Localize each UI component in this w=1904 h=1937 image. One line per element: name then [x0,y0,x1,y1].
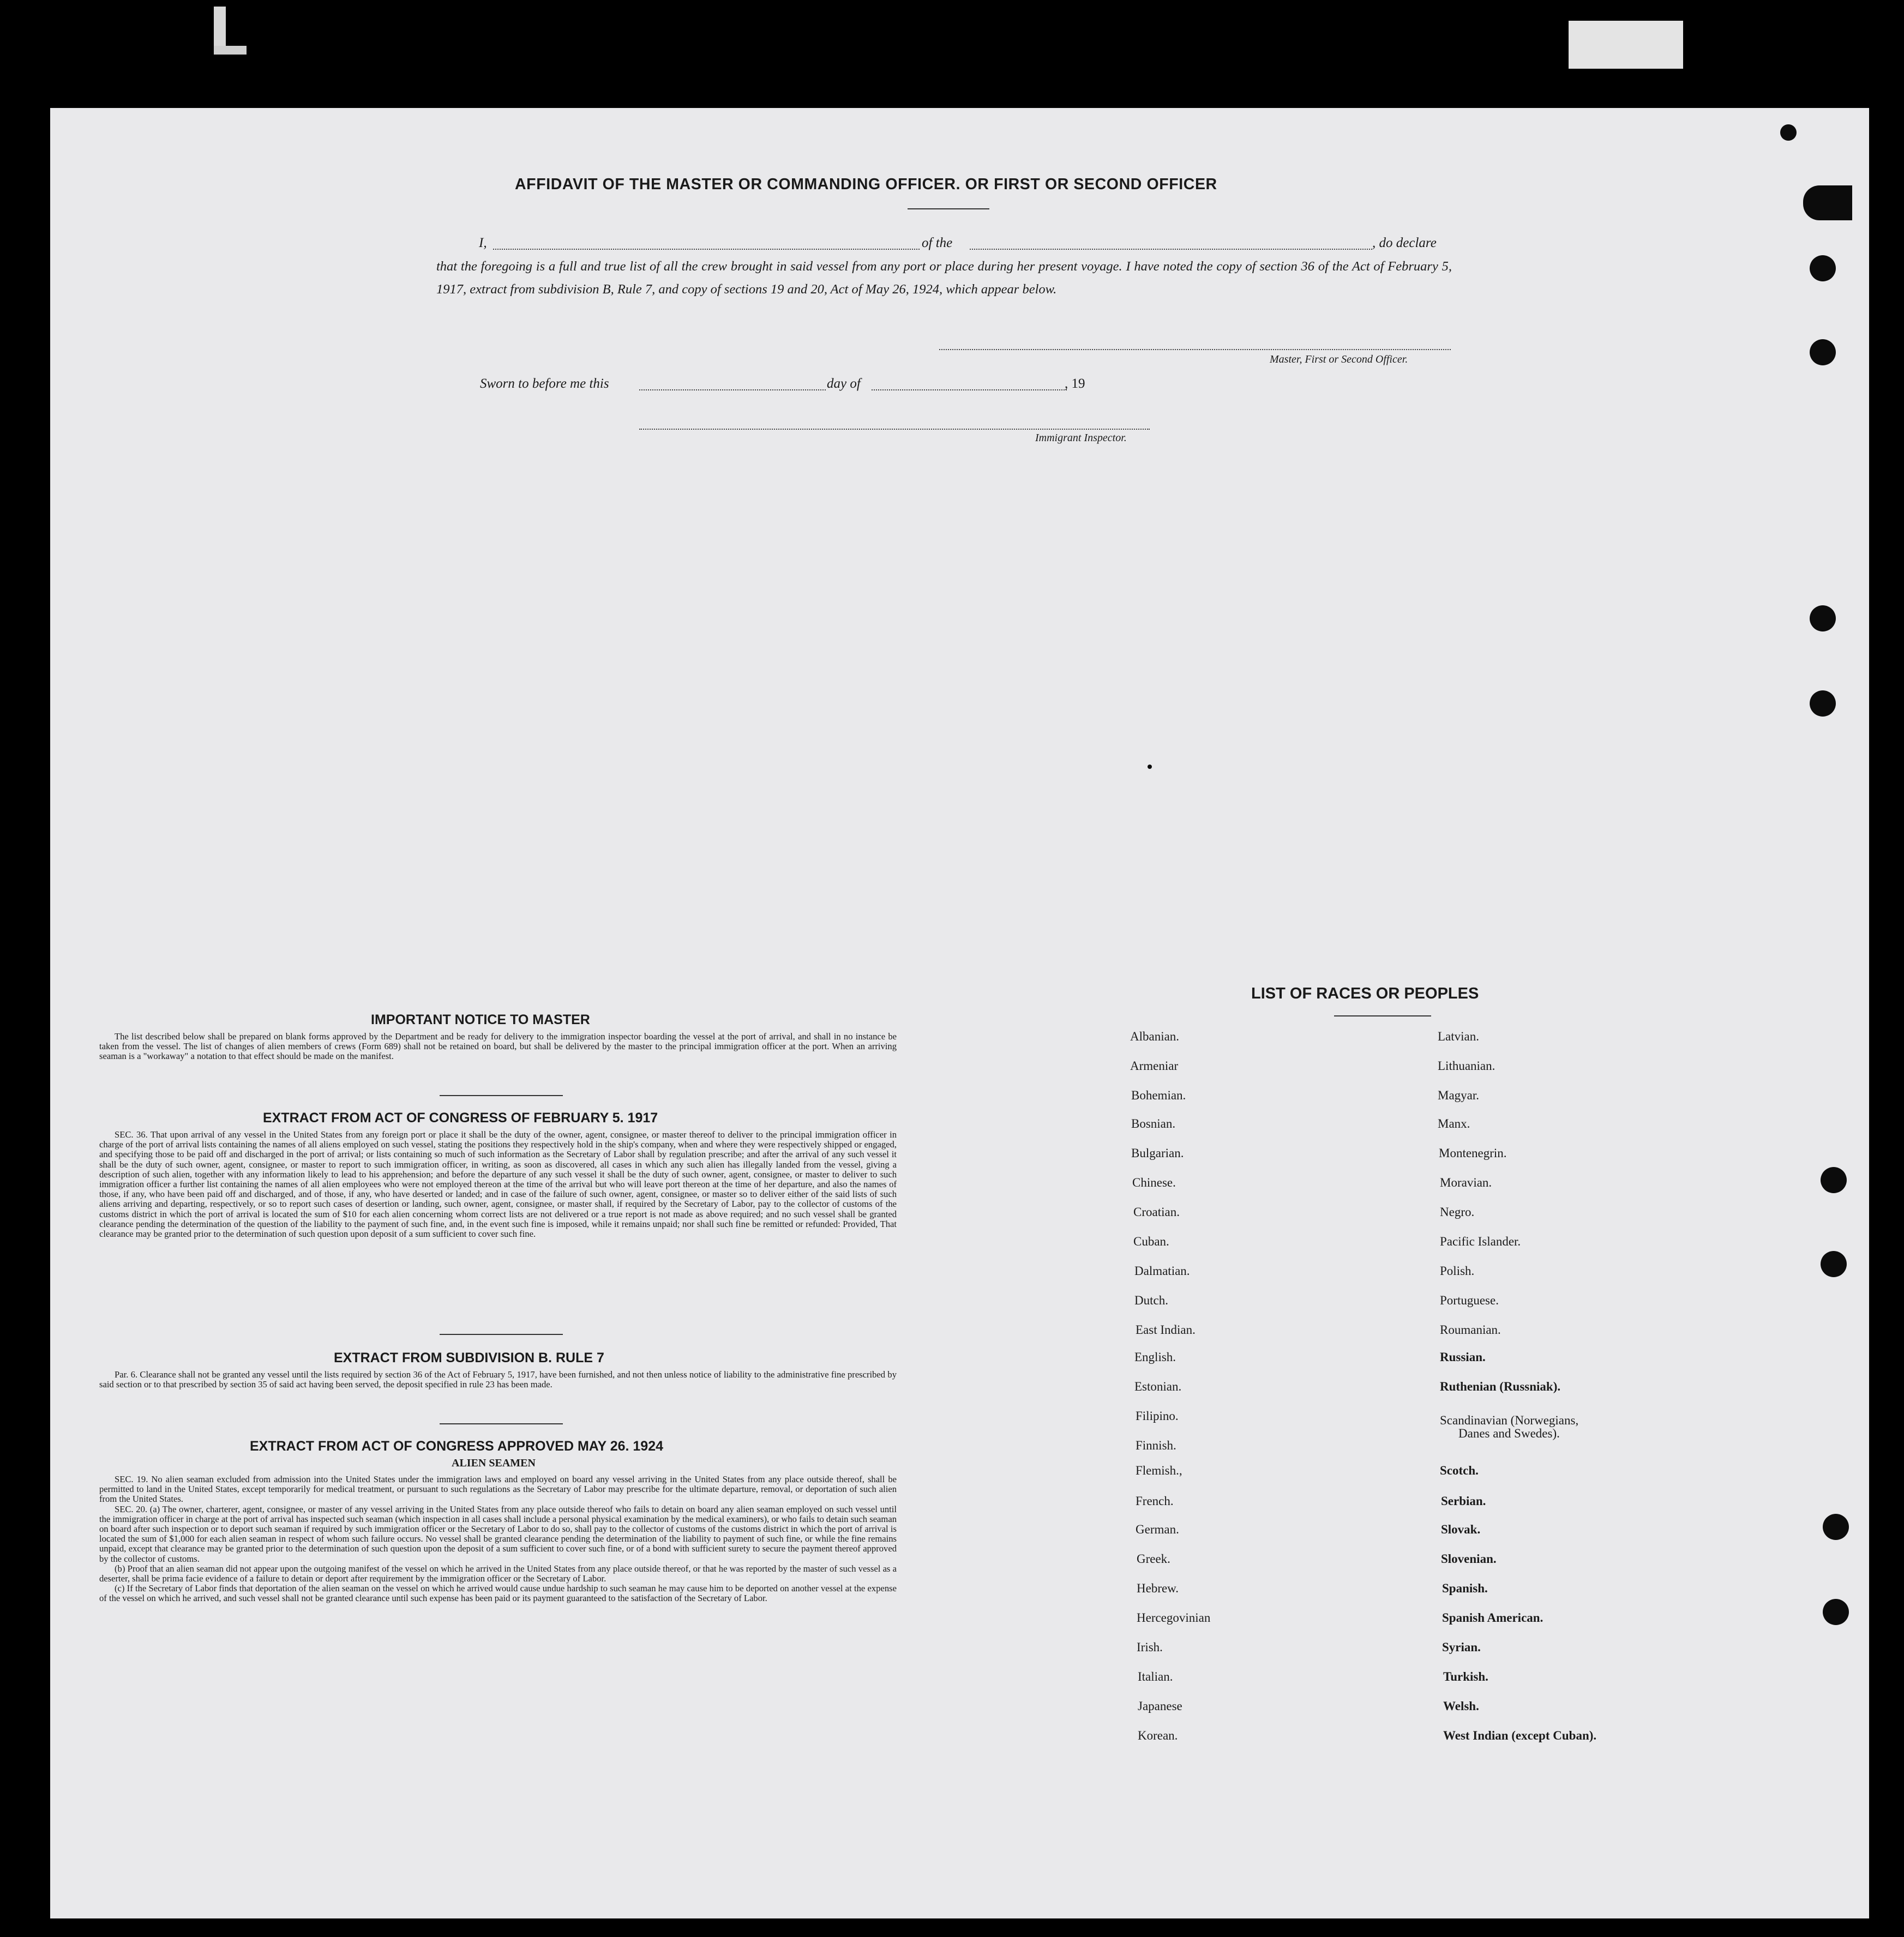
race-item: Bohemian. [1131,1088,1186,1102]
binder-clip-mark [1803,185,1852,220]
race-item: Croatian. [1133,1205,1180,1219]
race-item: East Indian. [1136,1323,1196,1337]
affidavit-of-the: of the [922,236,953,250]
race-item: Scotch. [1440,1464,1479,1477]
punch-hole-icon [1810,255,1836,281]
race-item: Dutch. [1134,1294,1168,1307]
race-item: Lithuanian. [1438,1059,1495,1073]
punch-hole-icon [1810,605,1836,631]
race-item: Italian. [1138,1670,1173,1683]
vessel-blank[interactable] [970,249,1372,250]
punch-hole-icon [1821,1167,1847,1193]
race-item: Danes and Swedes). [1458,1427,1560,1440]
punch-hole-icon [1780,124,1797,141]
race-item: Magyar. [1438,1088,1480,1102]
race-item: Polish. [1440,1264,1475,1278]
race-item: Welsh. [1443,1699,1479,1713]
notice-title: IMPORTANT NOTICE TO MASTER [371,1012,590,1027]
race-item: Finnish. [1136,1439,1176,1452]
form-sheet [50,108,1896,1918]
race-item: Hebrew. [1137,1581,1179,1595]
speck [1148,765,1152,769]
race-item: Armeniar [1130,1059,1179,1073]
sworn-year: , 19 [1065,376,1085,391]
race-item: Flemish., [1136,1464,1182,1477]
race-item: Moravian. [1440,1176,1492,1189]
race-item: Latvian. [1438,1030,1479,1043]
affidavit-declare: , do declare [1372,236,1437,250]
inspector-caption: Immigrant Inspector. [1035,432,1127,444]
race-item: Pacific Islander. [1440,1235,1521,1248]
race-item: Estonian. [1134,1380,1182,1393]
sworn-day-blank[interactable] [639,389,826,390]
sec36-text: SEC. 36. That upon arrival of any vessel in the United States from any foreign port or place it shall be the duty of the owner, agent, consignee, or master thereof to deliver to the principal immigration officer in charge of the port of arrival lists containing the names of all aliens employed on such vessel, stating the positions they respectively hold in the ship's company, when and where they were respectively shipped or engaged, and specifying those to be paid off and discharged in the port of arrival; or lists containing so much of such information as the Secretary of Labor shall by regulation prescribe; and after the arrival of any such vessel it shall be the duty of such owner, agent, consignee, or master to report to such immigration officer, in writing, as soon as discovered, all cases in which any such alien has illegally landed from the vessel, giving a description of such alien, together with any information likely to lead to his apprehension; and before the departure of any such vessel it shall be the duty of such owner, agent, consignee, or master to deliver to such immigration officer a further list containing the names of all alien employees who were not employed thereon at the time of the arrival but who will leave port thereon at the time of her departure, and also the names of those, if any, who have been paid off and discharged, and of those, if any, who have deserted or landed; and in case of the failure of such owner, agent, consignee, or master so to deliver either of the said lists of such aliens arriving and departing, respectively, or so to report such cases of desertion or landing, such owner, agent, consignee, or master shall, if required by the Secretary of Labor, pay to the collector of customs of the customs district in which the port of arrival is located the sum of $10 for each alien concerning whom correct lists are not delivered or a true report is not made as above required; and no such vessel shall be granted clearance pending the determination of the question of the liability to the payment of such fine, and, in the event such fine is imposed, while it remains unpaid; nor shall such fine be remitted or refunded: Provided, That clearance may be granted prior to the determination of such question upon deposit of a sum sufficient to cover such fine. [99,1129,897,1240]
extract-1924-title: EXTRACT FROM ACT OF CONGRESS APPROVED MAY 26. 1924 [250,1439,664,1454]
punch-hole-icon [1823,1599,1849,1625]
punch-hole-icon [1810,339,1836,365]
race-item: Irish. [1137,1640,1163,1654]
sworn-month-blank[interactable] [872,389,1067,390]
race-item: Cuban. [1133,1235,1169,1248]
race-item: Scandinavian (Norwegians, [1440,1413,1579,1427]
race-item: Filipino. [1136,1409,1179,1423]
race-item: Slovenian. [1441,1552,1497,1566]
race-item: Bulgarian. [1131,1146,1184,1160]
race-item: Turkish. [1443,1670,1488,1683]
race-item: Montenegrin. [1439,1146,1507,1160]
par6-text: Par. 6. Clearance shall not be granted any vessel until the lists required by section 36 of the Act of February 5, 1917, have been furnished, and not then unless notice of liability to the administrative fine prescribed by said section or to that prescribed by section 35 of said act having been served, the deposit specified in rule 23 has been made. [99,1369,897,1390]
race-item: Spanish American. [1442,1611,1543,1625]
punch-hole-icon [1810,690,1836,717]
sec20a-text: SEC. 20. (a) The owner, charterer, agent, consignee, or master of any vessel arriving in the United States from any place outside thereof who fails to detain on board any alien seaman employed on such vessel until the immigration officer in charge at the port of arrival has inspected such seaman (which inspection in all cases shall include a personal physical examination by the medical examiners), or who fails to detain such seaman on board after such inspection or to deport such seaman if required by such immigration officer or the Secretary of Labor to do so, shall pay to the collector of customs of the customs district in which the port of arrival is located the sum of $1,000 for each alien seaman in respect of whom such failure occurs. No vessel shall be granted clearance pending the determination of the liability to payment of such fine, or while the fine remains unpaid, except that clearance may be granted prior to the determination of such question upon the deposit of a sum sufficient to cover such fine, or of a bond with sufficient surety to secure the payment thereof approved by the collector of customs. [99,1503,897,1564]
affidavit-i: I, [479,236,487,250]
punch-hole-icon [1821,1251,1847,1277]
race-item: Bosnian. [1131,1117,1176,1130]
sec20b-text: (b) Proof that an alien seaman did not appear upon the outgoing manifest of the vessel on which he arrived in the United States from any place outside thereof, or that he was reported by the master of such vessel as a deserter, shall be prima facie evidence of a failure to detain or deport after requirement by the immigration officer or the Secretary of Labor. [99,1563,897,1584]
signature-caption: Master, First or Second Officer. [1270,353,1408,365]
race-item: Greek. [1137,1552,1170,1566]
race-item: Chinese. [1132,1176,1176,1189]
sec20c-text: (c) If the Secretary of Labor finds that deportation of the alien seaman on the vessel on which he arrived would cause undue hardship to such seaman he may cause him to be deported on another vessel at the expense of the vessel on which he arrived, and such vessel shall not be granted clearance until such expense has been paid or its payment guaranteed to the satisfaction of the Secretary of Labor. [99,1583,897,1604]
race-item: Albanian. [1130,1030,1180,1043]
extract-1924-body [99,1475,897,1604]
tab-artifact [1569,21,1683,69]
race-item: Roumanian. [1440,1323,1501,1337]
race-item: Syrian. [1442,1640,1481,1654]
race-item: Manx. [1438,1117,1470,1130]
title-divider [908,208,989,209]
section-divider [440,1423,563,1424]
section-divider [440,1334,563,1335]
race-item: Russian. [1440,1350,1486,1364]
sec19-text: SEC. 19. No alien seaman excluded from admission into the United States under the immigration laws and employed on board any vessel arriving in the United States from any place outside thereof, shall be permitted to land in the United States, except temporarily for medical treatment, or pursuant to such regulations as the Secretary of Labor may prescribe for the ultimate departure, removal, or deportation of such alien from the United States. [99,1474,897,1505]
race-item: English. [1134,1350,1176,1364]
race-item: Portuguese. [1440,1294,1499,1307]
race-item: Japanese [1138,1699,1182,1713]
section-divider [440,1095,563,1096]
sworn-prefix: Sworn to before me this [480,376,609,391]
notice-body [99,1032,897,1062]
name-blank[interactable] [493,249,920,250]
extract-1924-subtitle: ALIEN SEAMEN [452,1457,536,1469]
race-item: German. [1136,1523,1179,1536]
punch-hole-icon [1823,1514,1849,1540]
inspector-signature-blank[interactable] [639,429,1150,430]
paper-clip-mark [214,46,247,55]
race-item: Dalmatian. [1134,1264,1190,1278]
race-item: Spanish. [1442,1581,1488,1595]
master-signature-blank[interactable] [939,349,1451,350]
notice-text: The list described below shall be prepared on blank forms approved by the Department and be ready for delivery to the immigration inspector boarding the vessel at the port of arrival, and shall in no instance be taken from the vessel. The list of changes of alien members of crews (Form 689) shall not be retained on board, but shall be delivered by the master to the principal immigration officer at the port. When an arriving seaman is a "workaway" a notation to that effect should be made on the manifest. [99,1031,897,1062]
extract-rule7-title: EXTRACT FROM SUBDIVISION B. RULE 7 [334,1350,604,1365]
race-item: Serbian. [1441,1494,1486,1508]
extract-rule7-body [99,1370,897,1389]
races-title: LIST OF RACES OR PEOPLES [1251,985,1479,1002]
race-item: Negro. [1440,1205,1475,1219]
affidavit-title: AFFIDAVIT OF THE MASTER OR COMMANDING OFFICER. OR FIRST OR SECOND OFFICER [515,176,1217,193]
race-item: Slovak. [1441,1523,1481,1536]
right-edge-strip [1869,0,1904,1937]
race-item: Hercegovinian [1137,1611,1211,1625]
sworn-day-of: day of [827,376,861,391]
races-divider [1334,1015,1431,1016]
race-item: Ruthenian (Russniak). [1440,1380,1561,1393]
race-item: Korean. [1138,1729,1178,1742]
affidavit-body: that the foregoing is a full and true list of all the crew brought in said vessel from any port or place during her present voyage. I have noted the copy of section 36 of the Act of February 5, 1917, extract from subdivision B, Rule 7, and copy of sections 19 and 20, Act of May 26, 1924, which appear below. [436,259,1452,297]
race-item: French. [1136,1494,1174,1508]
extract-1917-title: EXTRACT FROM ACT OF CONGRESS OF FEBRUARY 5. 1917 [263,1110,658,1126]
race-item: West Indian (except Cuban). [1443,1729,1597,1742]
extract-1917-body [99,1130,897,1239]
